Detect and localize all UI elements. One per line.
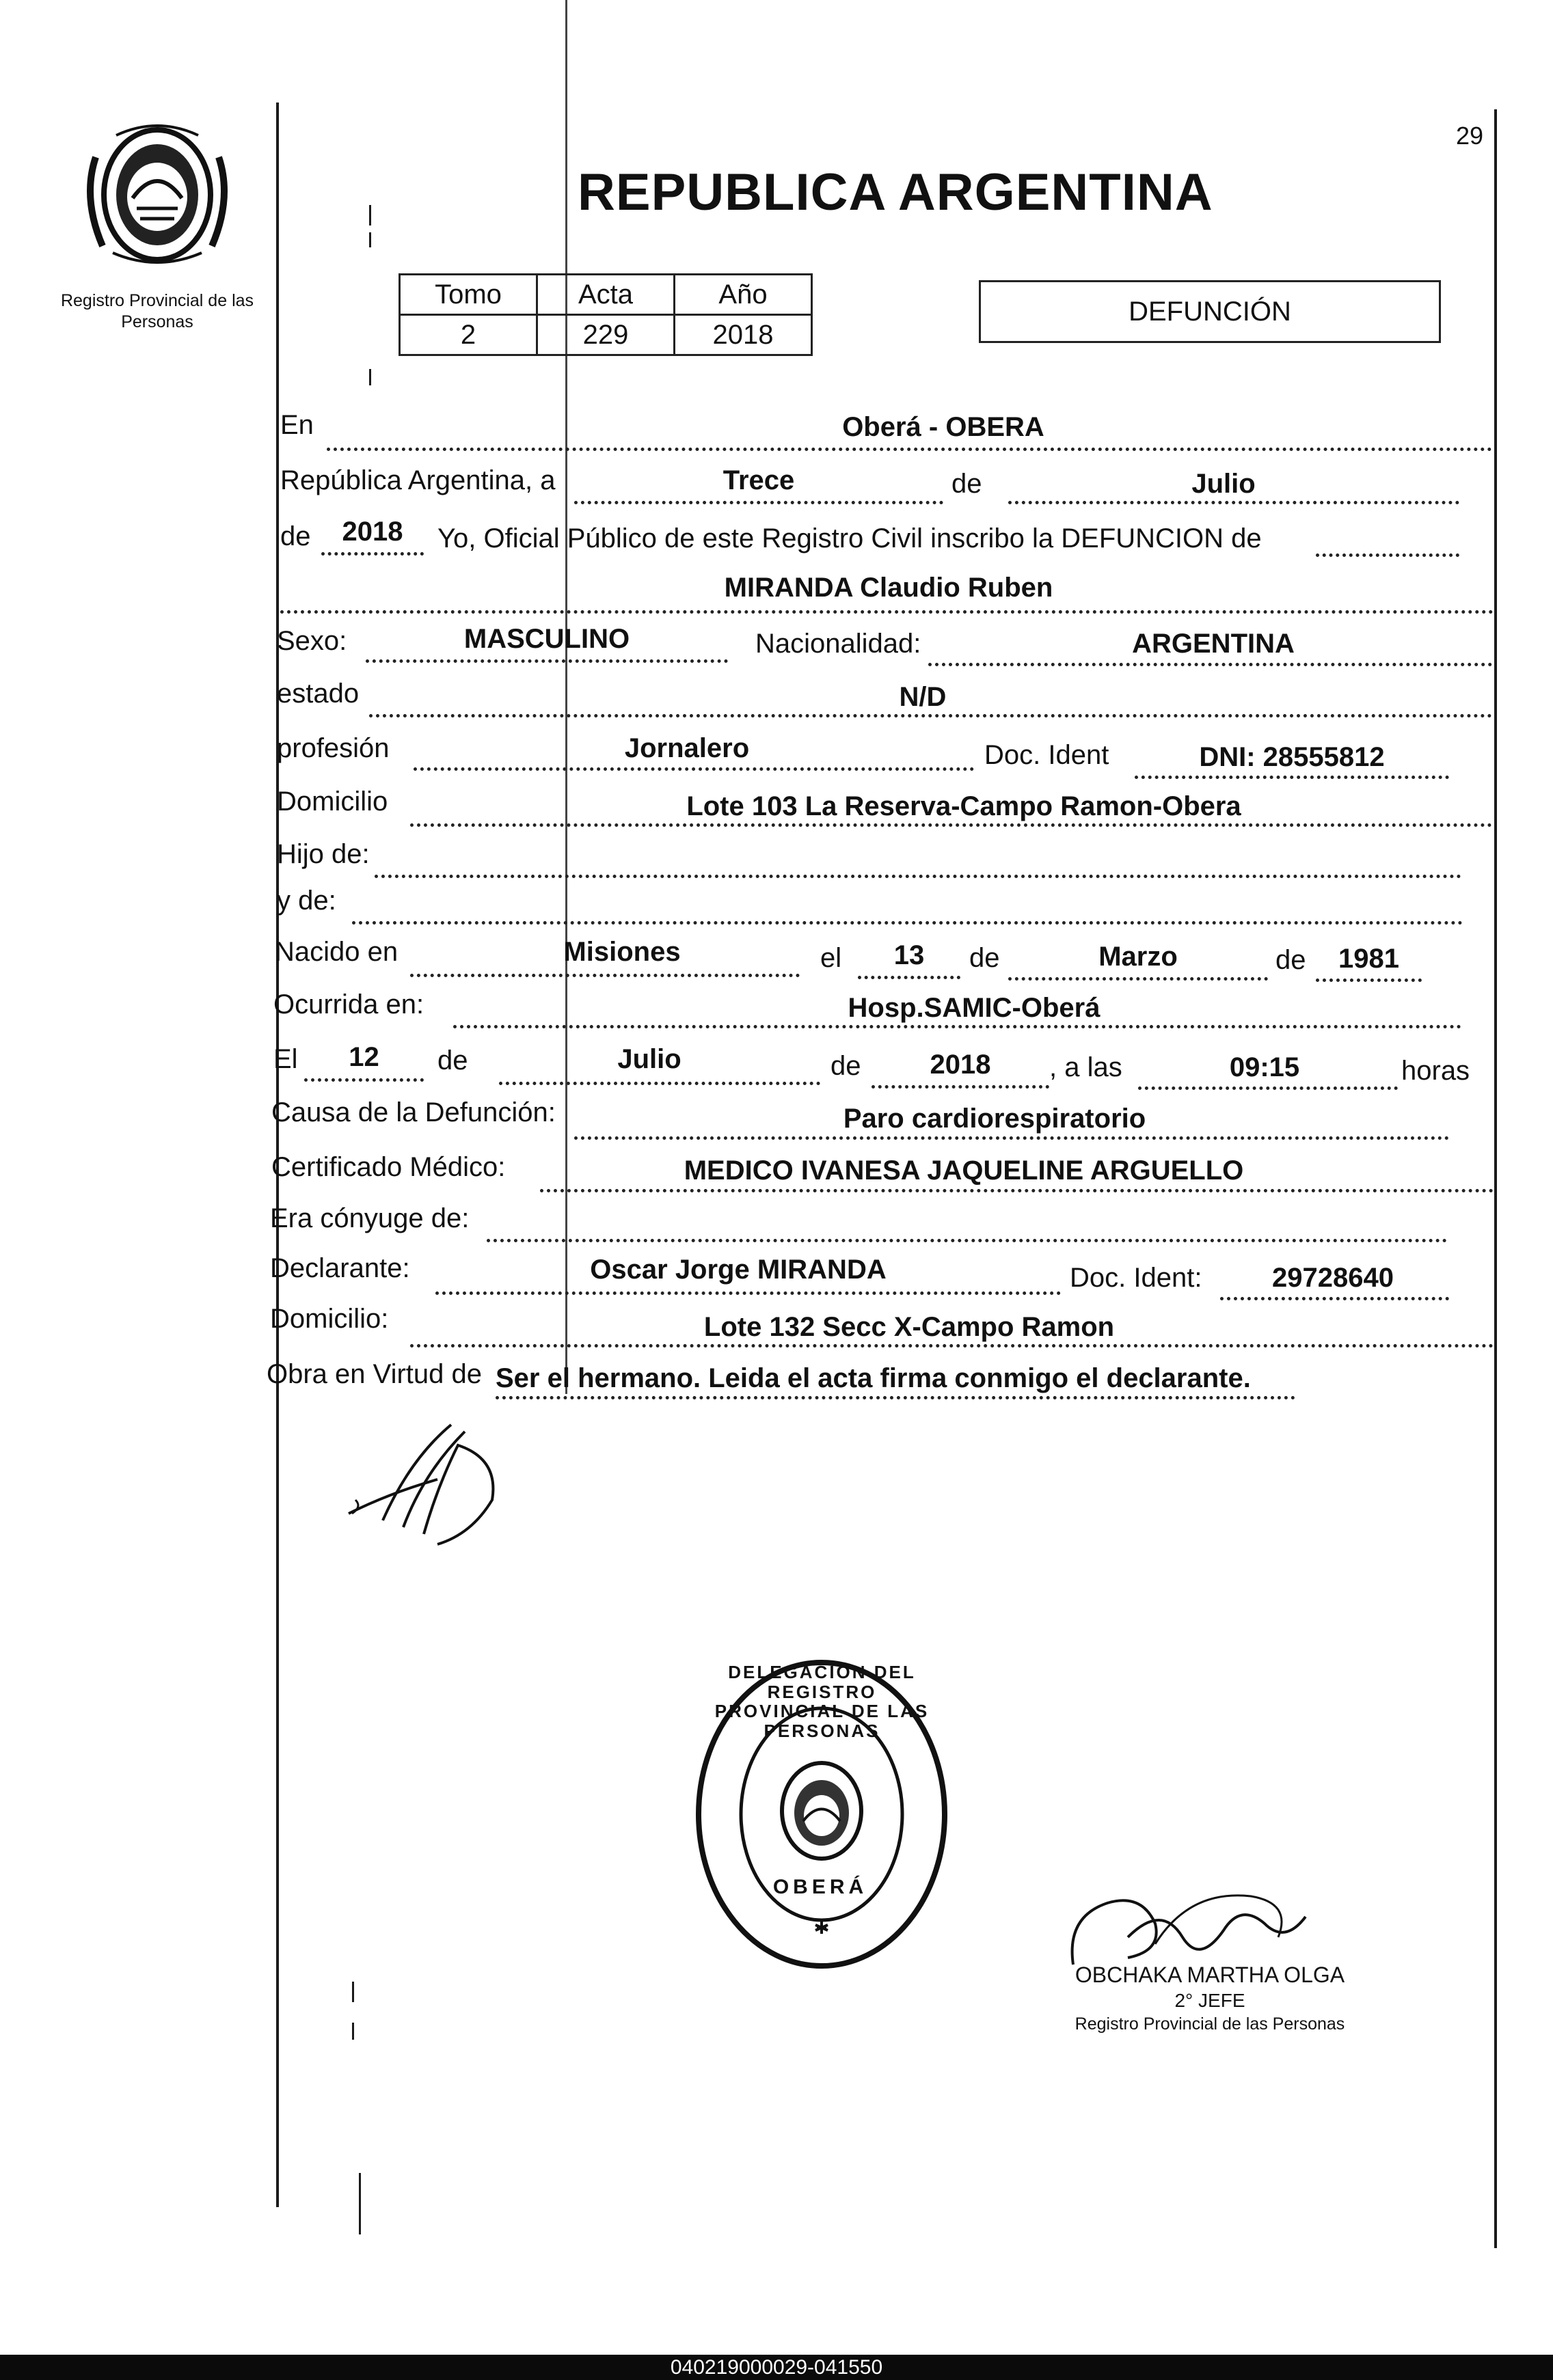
estado-field [369,714,1492,717]
domicilio2-value: Lote 132 Secc X-Campo Ramon [703,1312,1115,1342]
stamp-city: OBERÁ [772,1876,868,1898]
domicilio2-field [410,1344,1494,1348]
doc2-value: 29728640 [1272,1263,1394,1293]
mes-field [1008,501,1459,504]
causa-label: Causa de la Defunción: [271,1097,556,1127]
institution-name: Registro Provincial de las Personas [60,291,254,332]
anio-value: 2018 [675,315,812,355]
anio-value: 2018 [342,517,403,547]
domicilio-value: Lote 103 La Reserva-Campo Ramon-Obera [686,791,1241,821]
nombre-field [280,610,1494,614]
right-margin-rule [1494,109,1497,2248]
provincial-seal-logo [75,116,239,273]
dia-value: Trece [723,465,795,495]
domicilio-label: Domicilio [277,787,388,817]
ocurrida-field [453,1025,1461,1028]
y-de-label: y de: [277,886,336,916]
tomo-header: Tomo [400,275,537,315]
nombre-value: MIRANDA Claudio Ruben [724,573,1053,603]
nacido-lugar-field [410,974,800,977]
hijo-label: Hijo de: [277,839,370,869]
estado-label: estado [277,679,360,709]
document-type-box [979,280,1441,343]
en-label: En [280,410,314,440]
de-label-1: de [951,469,982,499]
crease-mark-3 [369,369,371,385]
declarante-value: Oscar Jorge MIRANDA [590,1255,887,1285]
crease-mark-6 [359,2173,361,2234]
profesion-value: Jornalero [624,733,750,763]
ocurrida-value: Hosp.SAMIC-Oberá [848,993,1100,1023]
crease-mark-1 [369,205,371,225]
declarante-label: Declarante: [270,1253,410,1283]
declarant-signature [335,1418,526,1555]
certificado-field [540,1189,1494,1192]
nacido-mes-value: Marzo [1098,942,1178,972]
republica-label: República Argentina, a [280,465,556,495]
nacido-de2-label: de [1275,945,1306,975]
def-dia-value: 12 [349,1042,379,1072]
def-mes-field [499,1082,820,1085]
doc-value: DNI: 28555812 [1199,742,1385,772]
y-de-field [352,921,1463,925]
fold-line [565,0,567,1394]
conyuge-field [487,1239,1447,1242]
conyuge-label: Era cónyuge de: [270,1203,470,1233]
nacido-label: Nacido en [275,937,399,967]
horas-label: horas [1401,1056,1470,1086]
def-anio-field [872,1085,1049,1089]
nacido-dia-value: 13 [893,940,925,970]
oficial-text: Yo, Oficial Público de este Registro Civil inscribo la DEFUNCION de [437,523,1262,553]
doc-label: Doc. Ident [984,740,1109,770]
sexo-field [366,659,728,663]
document-type: DEFUNCIÓN [1129,297,1291,327]
footer-bar [0,2355,1553,2380]
country-title: REPUBLICA ARGENTINA [578,163,1213,221]
oficial-tail-field [1316,553,1459,557]
anio-field [321,552,424,556]
acta-value: 229 [537,315,675,355]
nacionalidad-label: Nacionalidad: [755,629,921,659]
el2-label: El [273,1044,298,1074]
page-number: 29 [1456,122,1484,150]
profesion-field [414,767,974,771]
sexo-label: Sexo: [277,626,347,656]
tomo-value: 2 [400,315,537,355]
en-value: Oberá - OBERA [842,412,1044,442]
el-label: el [820,943,842,973]
dia-field [574,501,943,504]
nacido-anio-field [1316,979,1422,982]
estado-value: N/D [899,682,947,712]
doc2-label: Doc. Ident: [1070,1263,1202,1293]
official-role: 2° JEFE [1174,1990,1245,2011]
registry-stamp [694,1657,950,1971]
nacionalidad-value: ARGENTINA [1132,629,1295,659]
official-institution: Registro Provincial de las Personas [1075,2014,1345,2034]
certificado-label: Certificado Médico: [271,1152,506,1182]
nacionalidad-field [928,663,1492,666]
obra-value: Ser el hermano. Leida el acta firma conmigo el declarante. [496,1363,1251,1393]
acta-header: Acta [537,275,675,315]
crease-mark-5 [352,2023,354,2040]
domicilio2-label: Domicilio: [270,1304,389,1334]
def-dia-field [304,1078,424,1082]
causa-field [574,1136,1449,1140]
nacido-lugar-value: Misiones [563,937,681,967]
nacido-de1-label: de [969,943,1000,973]
doc-field [1135,776,1449,779]
book-reference-table [399,273,813,356]
mes-value: Julio [1191,469,1256,499]
crease-mark-4 [352,1982,354,2002]
anio-label: de [280,521,311,551]
nacido-mes-field [1008,977,1268,981]
def-anio-value: 2018 [930,1050,991,1080]
def-hora-value: 09:15 [1229,1052,1300,1082]
footer-code: 040219000029-041550 [670,2356,883,2379]
def-mes-value: Julio [617,1044,681,1074]
causa-value: Paro cardiorespiratorio [843,1104,1146,1134]
obra-label: Obra en Virtud de [267,1359,483,1389]
def-hora-field [1138,1086,1398,1090]
alas-label: , a las [1049,1052,1122,1082]
crease-mark-2 [369,232,371,247]
stamp-outer-text: DELEGACION DEL REGISTRO PROVINCIAL DE LAS PERSONAS [714,1662,930,1741]
obra-field [496,1396,1295,1399]
sexo-value: MASCULINO [463,624,630,654]
nacido-anio-value: 1981 [1338,944,1399,974]
declarante-field [435,1291,1061,1295]
official-name: OBCHAKA MARTHA OLGA [1075,1962,1345,1987]
hijo-field [375,875,1461,878]
certificado-value: MEDICO IVANESA JAQUELINE ARGUELLO [684,1155,1244,1186]
def-de2-label: de [830,1051,861,1081]
nacido-dia-field [858,976,960,979]
ocurrida-label: Ocurrida en: [273,989,424,1020]
en-field [327,448,1492,451]
def-de1-label: de [437,1045,468,1076]
profesion-label: profesión [277,733,390,763]
doc2-field [1220,1297,1449,1300]
anio-header: Año [675,275,812,315]
domicilio-field [410,823,1492,827]
